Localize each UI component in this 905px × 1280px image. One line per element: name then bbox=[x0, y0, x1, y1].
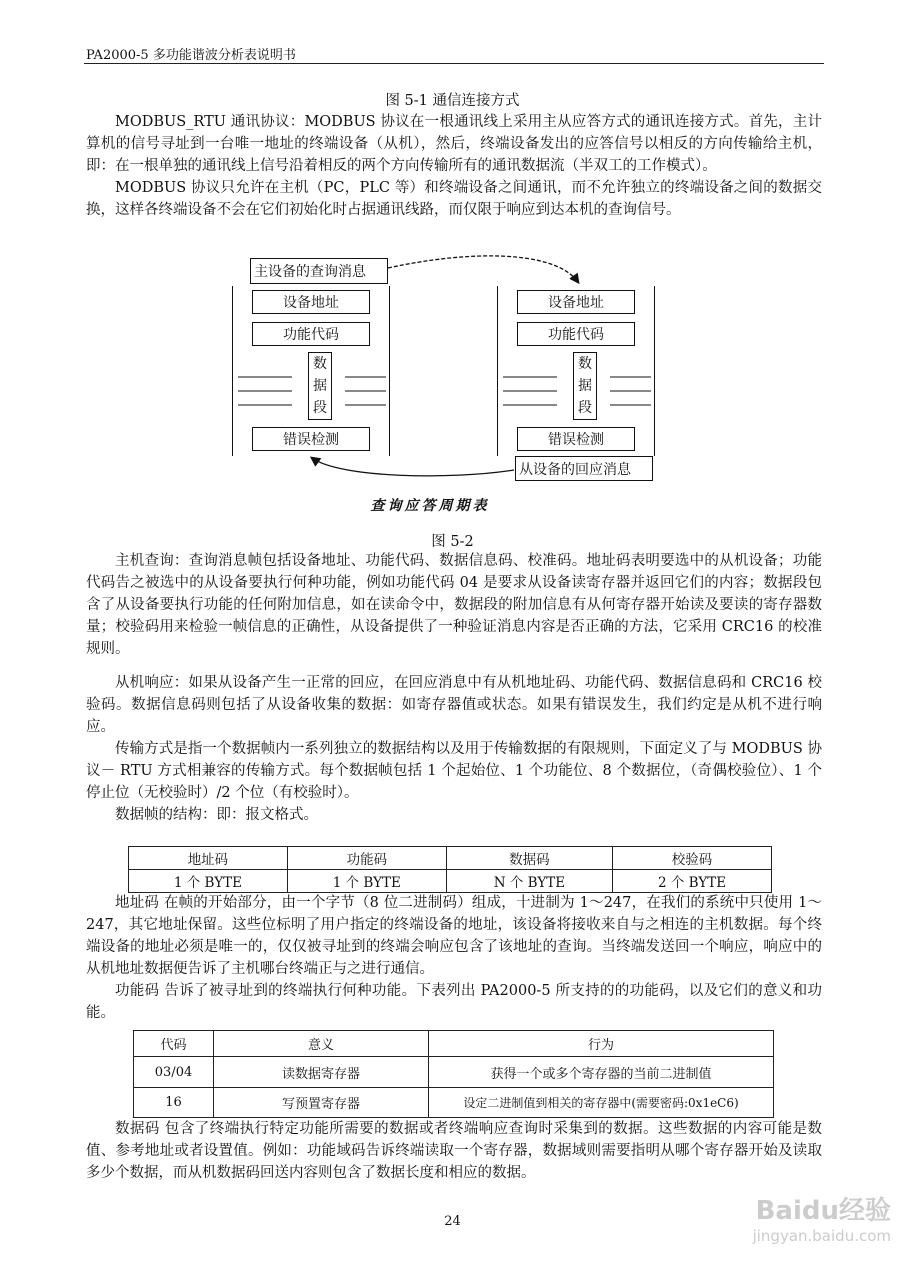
table-cell: 2 个 BYTE bbox=[613, 870, 772, 893]
table-header: 数据码 bbox=[446, 847, 612, 870]
data-char: 据 bbox=[313, 378, 327, 394]
table-cell: 16 bbox=[134, 1088, 214, 1118]
table-cell: 1 个 BYTE bbox=[129, 870, 288, 893]
master-data-field bbox=[308, 352, 332, 420]
paragraph-slave-response: 从机响应：如果从设备产生一正常的回应，在回应消息中有从机地址码、功能代码、数据信息码和 CRC16 校验码。数据信息码则包括了从设备收集的数据：如寄存器值或状态。如果有错误发生，我们约定是从机不进行响应。 bbox=[86, 675, 822, 735]
paragraph-modbus-rtu: MODBUS_RTU 通讯协议：MODBUS 协议在一根通讯线上采用主从应答方式的通讯连接方式。首先，主计算机的信号寻址到一台唯一地址的终端设备（从机），然后，终端设备发出的应答信号以相反的方向传输给主机，即：在一根单独的通讯线上信号沿着相反的两个方向传输所有的通讯数据流（半双工的工作模式）。 bbox=[86, 114, 822, 174]
data-char: 数 bbox=[313, 356, 327, 372]
master-function-field: 功能代码 bbox=[252, 322, 370, 346]
diagram-arrows bbox=[0, 0, 905, 520]
figure-caption-5-2: 图 5-2 bbox=[431, 534, 474, 550]
master-address-field: 设备地址 bbox=[252, 290, 370, 314]
paragraph-data-code: 数据码 包含了终端执行特定功能所需要的数据或者终端响应查询时采集到的数据。这些数据的内容可能是数值、参考地址或者设置值。例如：功能域码告诉终端读取一个寄存器，数据域则需要指明从哪个寄存器开始及读取多少个数据，而从机数据码回送内容则包含了数据长度和相应的数据。 bbox=[86, 1121, 822, 1181]
document-header: PA2000-5 多功能谐波分析表说明书 bbox=[86, 48, 296, 63]
data-char: 段 bbox=[578, 400, 592, 416]
paragraph-address-code: 地址码 在帧的开始部分，由一个字节（8 位二进制码）组成，十进制为 1～247，在我们的系统中只使用 1～247，其它地址保留。这些位标明了用户指定的终端设备的地址，该设备将接收来自与之相连的主机数据。每个终端设备的地址必须是唯一的，仅仅被寻址到的终端会响应包含了该地址的查询。当终端发送回一个响应，响应中的从机地址数据便告诉了主机哪台终端正与之进行通信。 bbox=[86, 895, 822, 977]
figure-caption-5-1: 图 5-1 通信连接方式 bbox=[385, 93, 520, 109]
diagram-title: 查询应答周期表 bbox=[370, 498, 490, 514]
table-cell: 获得一个或多个寄存器的当前二进制值 bbox=[429, 1057, 774, 1088]
slave-address-field: 设备地址 bbox=[517, 290, 635, 314]
table-header: 地址码 bbox=[129, 847, 288, 870]
baidu-watermark bbox=[753, 1190, 891, 1245]
table-header-row bbox=[134, 1031, 774, 1057]
paragraph-master-query: 主机查询：查询消息帧包括设备地址、功能代码、数据信息码、校准码。地址码表明要选中的从机设备；功能代码告之被选中的从设备要执行何种功能，例如功能代码 04 是要求从设备读寄存器并返回它们的内容；数据段包含了从设备要执行功能的任何附加信息，如在读命令中，数据段的附加信息有从何寄存器开始读及要读的寄存器数量；校验码用来检验一帧信息的正确性，从设备提供了一种验证消息内容是否正确的方法，它采用 CRC16 的校准规则。 bbox=[86, 553, 822, 657]
data-char: 据 bbox=[578, 378, 592, 394]
table-cell: 读数据寄存器 bbox=[214, 1057, 429, 1088]
query-response-diagram bbox=[0, 0, 905, 520]
table-cell: 1 个 BYTE bbox=[287, 870, 446, 893]
table-row bbox=[134, 1088, 774, 1118]
table-header: 行为 bbox=[429, 1031, 774, 1057]
data-char: 段 bbox=[313, 400, 327, 416]
paragraph-transmission: 传输方式是指一个数据帧内一系列独立的数据结构以及用于传输数据的有限规则，下面定义了与 MODBUS 协议－ RTU 方式相兼容的传输方式。每个数据帧包括 1 个起始位、1 个功能位、8 个数据位，（奇偶校验位）、1 个停止位（无校验时）/2 个位（有校验时）。 bbox=[86, 741, 822, 801]
table-row bbox=[134, 1057, 774, 1088]
watermark-brand: Baidu经验 bbox=[755, 1196, 891, 1226]
table-header: 功能码 bbox=[287, 847, 446, 870]
slave-data-field bbox=[573, 352, 597, 420]
table-header: 校验码 bbox=[613, 847, 772, 870]
paragraph-function-code: 功能码 告诉了被寻址到的终端执行何种功能。下表列出 PA2000-5 所支持的的功能码，以及它们的意义和功能。 bbox=[86, 983, 822, 1021]
slave-function-field: 功能代码 bbox=[517, 322, 635, 346]
master-error-field: 错误检测 bbox=[252, 427, 370, 451]
table-cell: 写预置寄存器 bbox=[214, 1088, 429, 1118]
data-char: 数 bbox=[578, 356, 592, 372]
watermark-url: jingyan.baidu.com bbox=[752, 1227, 891, 1245]
paragraph-frame-structure: 数据帧的结构：即：报文格式。 bbox=[115, 807, 318, 823]
slave-error-field: 错误检测 bbox=[517, 427, 635, 451]
table-cell: 03/04 bbox=[134, 1057, 214, 1088]
table-cell: N 个 BYTE bbox=[446, 870, 612, 893]
table-cell: 设定二进制值到相关的寄存器中(需要密码:0x1eC6) bbox=[429, 1088, 774, 1118]
page-number: 24 bbox=[444, 1214, 461, 1229]
response-message-label: 从设备的回应消息 bbox=[515, 456, 653, 481]
table-header: 意义 bbox=[214, 1031, 429, 1057]
table-header-row bbox=[129, 847, 772, 870]
table-row bbox=[129, 870, 772, 893]
paragraph-modbus-scope: MODBUS 协议只允许在主机（PC，PLC 等）和终端设备之间通讯，而不允许独立的终端设备之间的数据交换，这样各终端设备不会在它们初始化时占据通讯线路，而仅限于响应到达本机的查询信号。 bbox=[86, 180, 822, 218]
frame-format-table bbox=[128, 846, 772, 893]
query-message-label: 主设备的查询消息 bbox=[250, 258, 388, 284]
table-header: 代码 bbox=[134, 1031, 214, 1057]
function-code-table bbox=[133, 1030, 774, 1118]
